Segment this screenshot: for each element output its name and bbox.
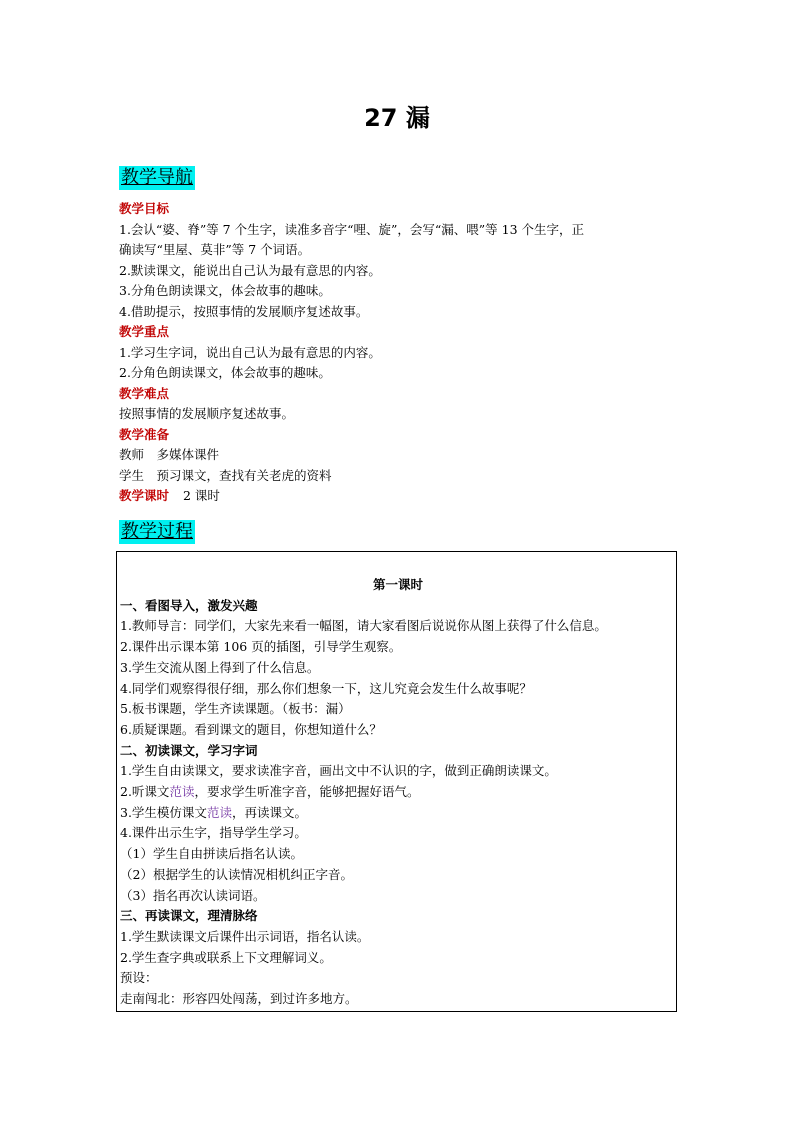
goals-heading: 教学目标 <box>119 201 170 216</box>
line-text: 2.听课文 <box>120 784 170 800</box>
model-reading-link[interactable]: 范读 <box>206 804 232 820</box>
process-subline: （1）学生自由拼读后指名认读。 <box>120 846 303 862</box>
line-text: 3.学生模仿课文 <box>120 804 207 820</box>
difficulty-line: 按照事情的发展顺序复述故事。 <box>119 406 295 421</box>
process-subline: （3）指名再次认读词语。 <box>120 887 266 903</box>
process-line: 2.学生查字典或联系上下文理解词义。 <box>120 949 332 965</box>
keys-heading: 教学重点 <box>119 324 170 339</box>
difficulty-heading: 教学难点 <box>119 385 170 401</box>
part3-heading: 三、再读课文，理清脉络 <box>120 908 258 924</box>
process-line <box>120 782 676 803</box>
goal-line: 1.会认“婆、脊”等 7 个生字，读准多音字“哩、旋”，会写“漏、喂”等 13 个生字，正 <box>119 221 585 237</box>
line-text: ，再读课文。 <box>231 804 307 820</box>
process-line: 1.教师导言：同学们，大家先来看一幅图，请大家看图后说说你从图上获得了什么信息。 <box>120 618 607 634</box>
section-heading-guide: 教学导航 <box>121 167 193 188</box>
process-line: 4.课件出示生字，指导学生学习。 <box>120 825 307 841</box>
page-title: 27 漏 <box>364 104 430 132</box>
prep-student: 学生 预习课文，查找有关老虎的资料 <box>119 467 332 483</box>
hours-heading: 教学课时 <box>119 488 170 503</box>
line-text: ，要求学生听准字音，能够把握好语气。 <box>194 784 420 800</box>
process-line <box>120 803 676 824</box>
process-line: 6.质疑课题。看到课文的题目，你想知道什么？ <box>120 721 382 737</box>
model-reading-link[interactable]: 范读 <box>169 784 195 800</box>
process-line: 1.学生默读课文后课件出示词语，指名认读。 <box>120 928 370 944</box>
lesson-title: 第一课时 <box>372 577 423 592</box>
goal-line: 2.默读课文，能说出自己认为最有意思的内容。 <box>119 262 381 278</box>
part1-heading: 一、看图导入，激发兴趣 <box>120 597 258 613</box>
process-subline: （2）根据学生的认读情况相机纠正字音。 <box>120 866 353 882</box>
guide-content <box>119 199 679 507</box>
process-line: 5.板书课题，学生齐读课题。（板书：漏） <box>120 701 351 717</box>
process-line: 2.课件出示课本第 106 页的插图，引导学生观察。 <box>120 639 402 655</box>
process-line: 3.学生交流从图上得到了什么信息。 <box>120 659 320 675</box>
process-line: 4.同学们观察得很仔细，那么你们想象一下，这儿究竟会发生什么故事呢？ <box>120 680 532 696</box>
prep-teacher: 教师 多媒体课件 <box>119 447 220 462</box>
process-line: 走南闯北：形容四处闯荡，到过许多地方。 <box>120 991 358 1007</box>
key-line: 1.学习生字词，说出自己认为最有意思的内容。 <box>119 344 381 360</box>
hours-value: 2 课时 <box>183 488 220 503</box>
part2-heading: 二、初读课文，学习字词 <box>120 742 258 758</box>
process-line: 1.学生自由读课文，要求读准字音，画出文中不认识的字，做到正确朗读课文。 <box>120 763 557 779</box>
hours-row <box>119 486 679 507</box>
process-box <box>116 551 677 1012</box>
goal-line: 3.分角色朗读课文，体会故事的趣味。 <box>119 283 331 298</box>
process-line: 预设： <box>120 970 158 986</box>
prep-heading: 教学准备 <box>119 426 170 442</box>
goal-line: 确读写“里屋、莫非”等 7 个词语。 <box>119 242 311 257</box>
section-heading-process: 教学过程 <box>121 521 193 542</box>
key-line: 2.分角色朗读课文，体会故事的趣味。 <box>119 365 331 380</box>
goal-line: 4.借助提示，按照事情的发展顺序复述故事。 <box>119 303 369 319</box>
